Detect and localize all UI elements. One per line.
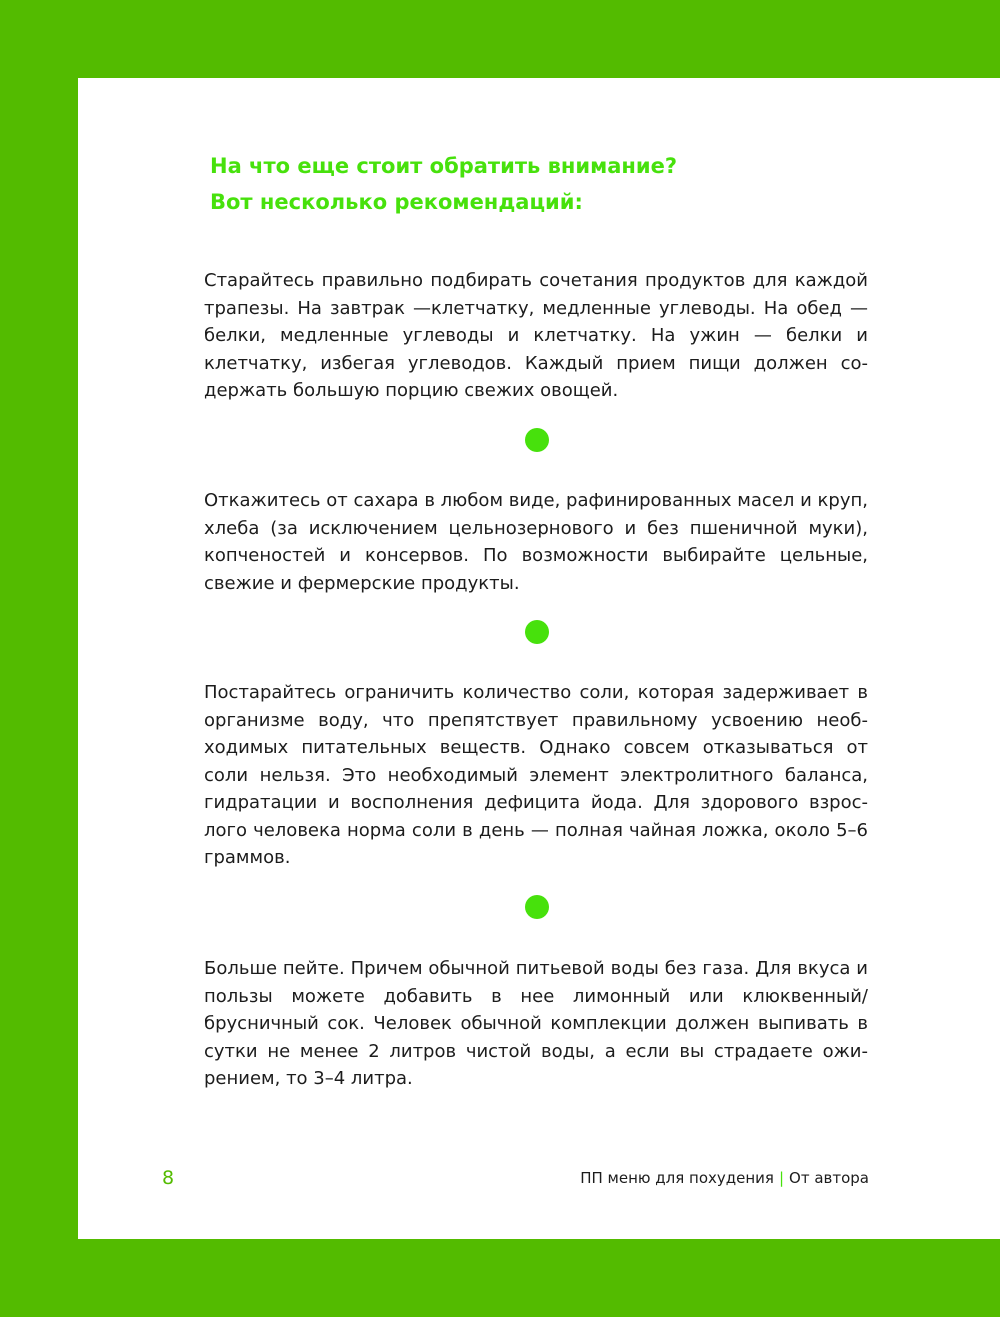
page — [78, 78, 1000, 1239]
heading-line-2: Вот несколько рекомендаций: — [210, 190, 583, 214]
recommendation-paragraph: Откажитесь от сахара в любом виде, рафинированных масел и круп, хлеба (за исключением цельнозернового и без пшеничной муки), копченостей и консервов. По возможности выбирайте цельные, свежие и фермерские продукты. — [204, 490, 868, 594]
footer-separator: | — [778, 1169, 785, 1187]
footer-section: От автора — [789, 1169, 869, 1187]
bullet-dot-divider — [525, 428, 549, 452]
recommendation-paragraph: Постарайтесь ограничить количество соли, которая задерживает в организме воду, что препятствует правильному усвоению необходимых питательных веществ. Однако совсем отказываться от соли нельзя. Это необходимый элемент электролитного баланса, гидратации и восполнения дефицита йода. Для здорового взрослого человека норма соли в день — полная чайная ложка, около 5–6 граммов. — [204, 682, 868, 868]
recommendation-paragraph: Больше пейте. Причем обычной питьевой воды без газа. Для вкуса и пользы можете добавить в нее лимонный или клюквенный/ брусничный сок. Человек обычной комплекции должен выпивать в сутки не менее 2 литров чистой воды, а если вы страдаете ожирением, то 3–4 литра. — [204, 958, 868, 1089]
running-footer — [580, 1167, 869, 1189]
footer-book-title: ПП меню для похудения — [580, 1169, 774, 1187]
heading-line-1: На что еще стоит обратить внимание? — [210, 154, 678, 178]
page-number: 8 — [162, 1167, 175, 1189]
section-heading — [210, 148, 677, 220]
recommendation-paragraph: Старайтесь правильно подбирать сочетания продуктов для каждой трапезы. На завтрак —клетчатку, медленные углеводы. На обед — белки, медленные углеводы и клетчатку. На ужин — белки и клетчатку, избегая углеводов. Каждый прием пищи должен содержать большую порцию свежих овощей. — [204, 270, 868, 401]
bullet-dot-divider — [525, 620, 549, 644]
bullet-dot-divider — [525, 895, 549, 919]
